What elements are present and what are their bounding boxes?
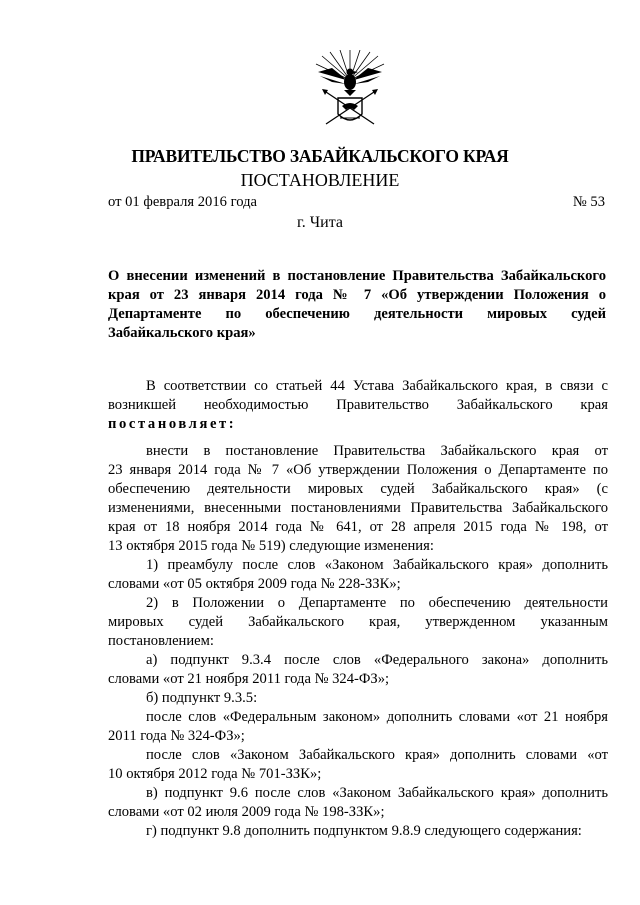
body-line: словами «от 21 ноября 2011 года № 324-ФЗ»; xyxy=(108,671,390,687)
coat-of-arms-icon xyxy=(312,50,388,130)
preamble-line: В соответствии со статьей 44 Устава Забайкальского края, в связи с xyxy=(146,378,608,394)
title-line: Забайкальского края» xyxy=(108,325,256,341)
title-line: О внесении изменений в постановление Правительства Забайкальского xyxy=(108,268,606,284)
document-number: № 53 xyxy=(572,194,605,210)
body-line: края от 18 ноября 2014 года № 641, от 28 апреля 2015 года № 198, от xyxy=(108,519,608,535)
body-line: 10 октября 2012 года № 701-ЗЗК»; xyxy=(108,766,322,782)
body-line: изменениями, внесенными постановлениями Правительства Забайкальского xyxy=(108,500,608,516)
body-line: постановлением: xyxy=(108,633,214,649)
document-type: ПОСТАНОВЛЕНИЕ xyxy=(240,170,400,190)
body-line: 2) в Положении о Департаменте по обеспечению деятельности xyxy=(146,595,608,611)
body-line: 23 января 2014 года № 7 «Об утверждении Положения о Департаменте по xyxy=(108,462,608,478)
body-line: словами «от 05 октября 2009 года № 228-ЗЗК»; xyxy=(108,576,401,592)
body-line: 2011 года № 324-ФЗ»; xyxy=(108,728,245,744)
preamble-line: возникшей необходимостью Правительство Забайкальского края xyxy=(108,397,608,413)
body-line: 13 октября 2015 года № 519) следующие изменения: xyxy=(108,538,434,554)
body-line: мировых судей Забайкальского края, утвержденном указанным xyxy=(108,614,608,630)
body-line: 1) преамбулу после слов «Законом Забайкальского края» дополнить xyxy=(146,557,608,573)
body-line: внести в постановление Правительства Забайкальского края от xyxy=(146,443,608,459)
body-line: после слов «Федеральным законом» дополнить словами «от 21 ноября xyxy=(146,709,608,725)
body-line: словами «от 02 июля 2009 года № 198-ЗЗК»; xyxy=(108,804,385,820)
body-line: в) подпункт 9.6 после слов «Законом Забайкальского края» дополнить xyxy=(146,785,608,801)
body-line: обеспечению деятельности мировых судей Забайкальского края» (с xyxy=(108,481,608,497)
body-line: б) подпункт 9.3.5: xyxy=(146,690,258,706)
resolves-word: постановляет: xyxy=(108,416,237,432)
document-city: г. Чита xyxy=(296,214,343,231)
body-line: а) подпункт 9.3.4 после слов «Федерального закона» дополнить xyxy=(146,652,608,668)
document-date: от 01 февраля 2016 года xyxy=(108,194,257,210)
title-line: края от 23 января 2014 года № 7 «Об утверждении Положения о xyxy=(108,287,606,303)
title-line: Департаменте по обеспечению деятельности мировых судей xyxy=(108,306,606,322)
government-name: ПРАВИТЕЛЬСТВО ЗАБАЙКАЛЬСКОГО КРАЯ xyxy=(131,146,509,166)
body-line: г) подпункт 9.8 дополнить подпунктом 9.8.9 следующего содержания: xyxy=(146,823,582,839)
body-line: после слов «Законом Забайкальского края» дополнить словами «от xyxy=(146,747,608,763)
